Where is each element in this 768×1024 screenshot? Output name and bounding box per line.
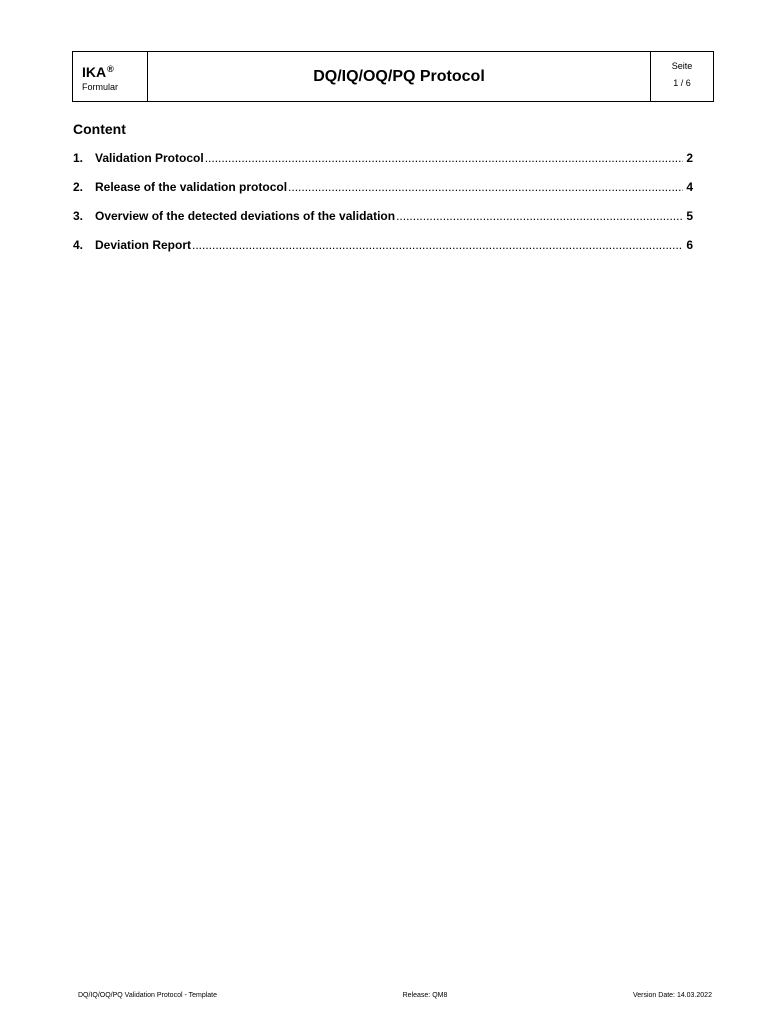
footer-document-name: DQ/IQ/OQ/PQ Validation Protocol - Template: [78, 992, 218, 999]
header-page-cell: [650, 52, 713, 101]
page-number: 1 / 6: [673, 78, 691, 88]
toc-entry-3[interactable]: [73, 209, 693, 238]
document-title: DQ/IQ/OQ/PQ Protocol: [313, 67, 485, 85]
document-header: [72, 51, 714, 102]
header-logo-cell: [73, 52, 148, 101]
toc-number: 3.: [73, 209, 84, 223]
toc-page: 4: [686, 180, 693, 194]
toc-page: 2: [686, 151, 693, 165]
toc-leader-dots: [192, 238, 683, 252]
document-footer: [78, 992, 712, 999]
registered-mark: ®: [107, 64, 114, 74]
toc-entry-1[interactable]: [73, 151, 693, 180]
toc-leader-dots: [396, 209, 683, 223]
toc-number: 4.: [73, 238, 84, 252]
toc-page: 6: [686, 238, 693, 252]
toc-leader-dots: [288, 180, 683, 194]
toc-number: 2.: [73, 180, 84, 194]
footer-version-date: Version Date: 14.03.2022: [632, 992, 712, 999]
toc-leader-dots: [205, 151, 684, 165]
toc-entry-4[interactable]: [73, 238, 693, 267]
page-label: Seite: [671, 61, 693, 71]
brand-name: IKA: [82, 64, 107, 80]
toc-number: 1.: [73, 151, 84, 165]
toc-entry-2[interactable]: [73, 180, 693, 209]
toc-title: Release of the validation protocol: [95, 180, 288, 194]
toc-title: Validation Protocol: [95, 151, 204, 165]
form-label: Formular: [82, 82, 119, 92]
toc-title: Overview of the detected deviations of the validation: [95, 209, 396, 223]
footer-release: Release: QM8: [402, 992, 448, 999]
content-heading: Content: [73, 121, 126, 137]
company-logo: [82, 61, 147, 80]
toc-title: Deviation Report: [95, 238, 192, 252]
table-of-contents: [73, 151, 693, 267]
toc-page: 5: [686, 209, 693, 223]
header-title-cell: [148, 52, 650, 101]
